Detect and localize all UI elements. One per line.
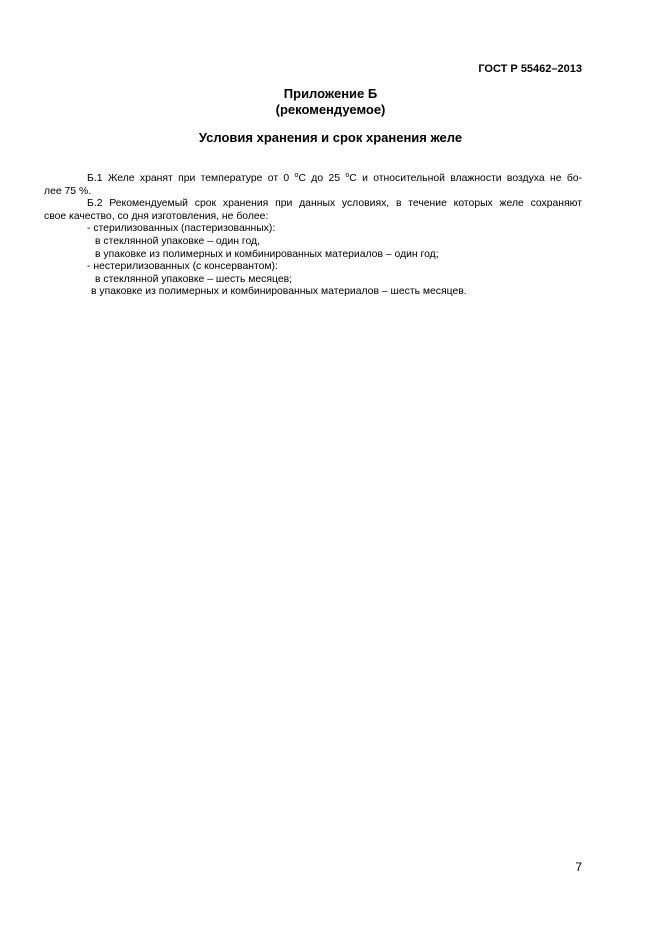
page-number: 7 (575, 860, 582, 874)
list-subitem-sterilized-glass: в стеклянной упаковке – один год, (95, 235, 260, 247)
degree-sign: о (345, 172, 350, 179)
list-item-sterilized: - стерилизованных (пастеризованных): (87, 223, 276, 235)
paragraph-b1-line2: лее 75 %. (44, 185, 92, 197)
appendix-status: (рекомендуемое) (275, 102, 386, 117)
appendix-title: Приложение Б (283, 86, 378, 101)
section-title: Условия хранения и срок хранения желе (198, 130, 463, 145)
list-subitem-nonsterilized-glass: в стеклянной упаковке – шесть месяцев; (95, 273, 293, 285)
list-item-nonsterilized: - нестерилизованных (с консервантом): (87, 261, 278, 273)
paragraph-b1-line1 (44, 173, 582, 186)
paragraph-b2-line2: свое качество, со дня изготовления, не более: (44, 210, 269, 222)
body-text (44, 173, 582, 299)
degree-sign: о (294, 172, 299, 179)
list-subitem-sterilized-polymer: в упаковке из полимерных и комбинированных материалов – один год; (95, 248, 439, 260)
text-span: Б.1 Желе хранят при температуре от 0 (87, 173, 295, 184)
text-span: С и относительной влажности воздуха не бо- (349, 173, 583, 184)
appendix-heading (0, 86, 661, 118)
list-subitem-nonsterilized-polymer: в упаковке из полимерных и комбинированных материалов – шесть месяцев. (91, 286, 467, 298)
text-span: С до 25 (298, 173, 346, 184)
standard-code: ГОСТ Р 55462–2013 (478, 63, 582, 75)
paragraph-b2-line1: Б.2 Рекомендуемый срок хранения при данных условиях, в течение которых желе сохраняют (87, 198, 582, 210)
